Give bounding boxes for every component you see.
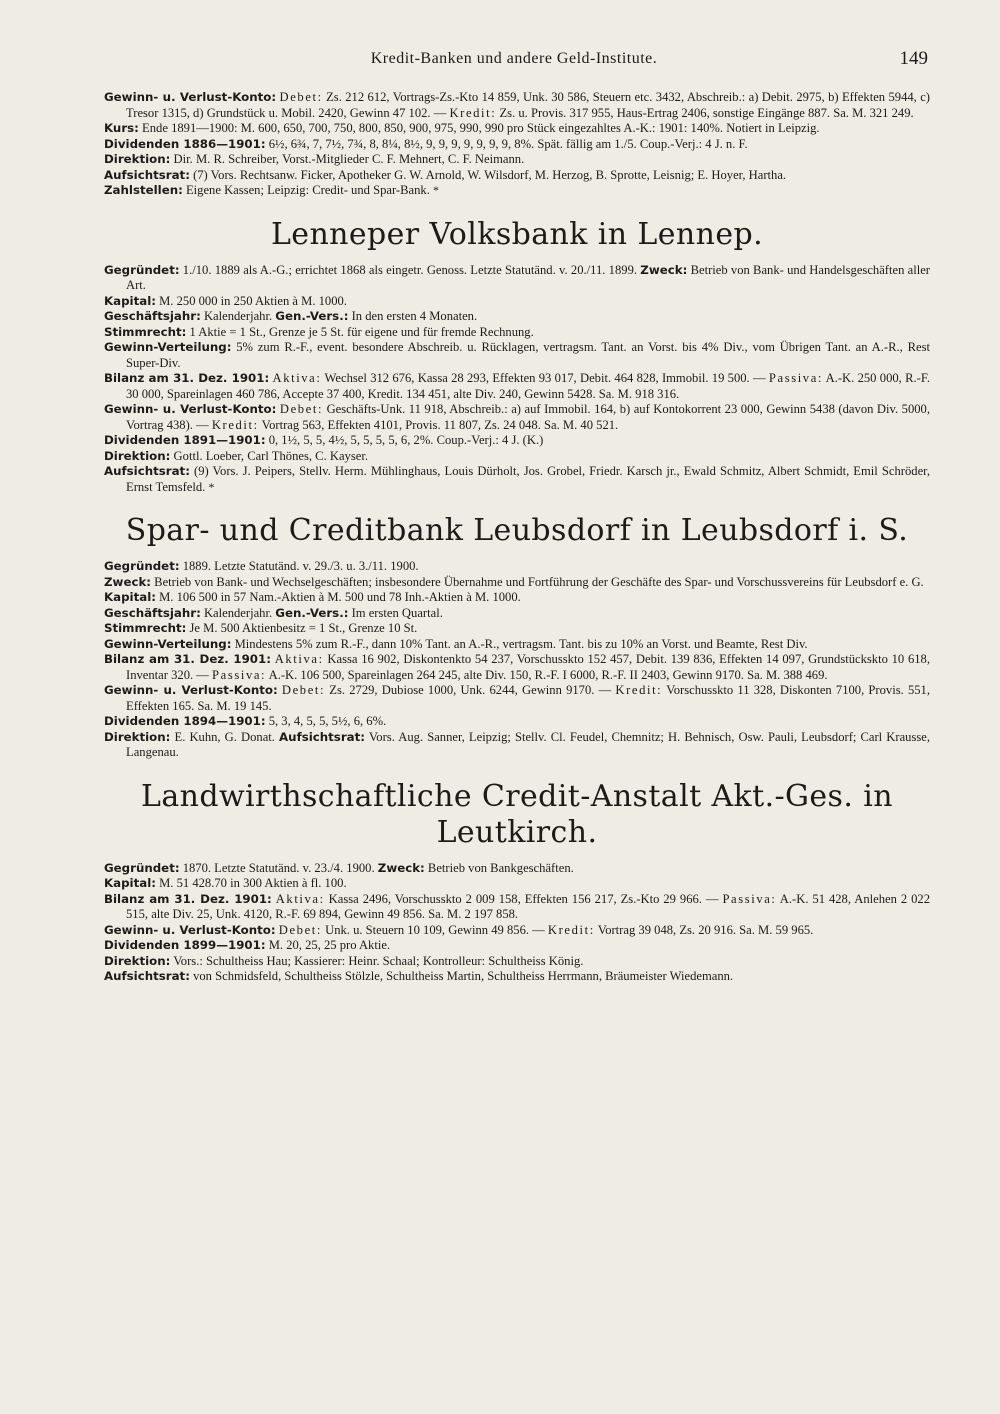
entry-text: 1870. Letzte Statutänd. v. 23./4. 1900. (179, 860, 378, 875)
entry-paragraph (104, 652, 930, 683)
field-label: Stimmrecht: (104, 621, 187, 635)
entry-paragraph (104, 730, 930, 761)
account-side-label: Debet: (281, 683, 326, 697)
entry-text: Im ersten Quartal. (348, 605, 443, 620)
field-label: Gewinn- u. Verlust-Konto: (104, 922, 276, 937)
account-side-label: Passiva: (212, 667, 267, 682)
field-label: Gegründet: (104, 860, 180, 875)
entry-text: Zs. 212 612, Vortrags-Zs.-Kto 14 859, Unk. 30 586, Steuern etc. 3432, Abschreib.: a) Debit. 2975, b) Effekten 5944, c) Tresor 1315, d) Grundstück u. Mobil. 2420, Gewinn 47 102. — (126, 90, 930, 120)
entry-paragraph (104, 402, 930, 433)
field-label: Bilanz am 31. Dez. 1901: (104, 891, 272, 906)
entry-text: Kassa 2496, Vorschusskto 2 009 158, Effekten 156 217, Zs.-Kto 29 966. — (324, 891, 723, 906)
running-head-title: Kredit-Banken und andere Geld-Institute. (370, 50, 658, 67)
entry-text: Je M. 500 Aktienbesitz = 1 St., Grenze 10 St. (186, 621, 418, 635)
account-side-label: Kredit: (615, 683, 663, 697)
entry-text: 1889. Letzte Statutänd. v. 29./3. u. 3./11. 1900. (179, 559, 419, 573)
entry-paragraph (104, 340, 930, 371)
field-label: Direktion: (104, 152, 171, 166)
page-number: 149 (899, 48, 928, 69)
entry-text: Gottl. Loeber, Carl Thönes, C. Kayser. (170, 448, 368, 463)
entry-text: M. 20, 25, 25 pro Aktie. (265, 938, 391, 952)
field-label: Dividenden 1894—1901: (104, 714, 266, 728)
entry-text: M. 250 000 in 250 Aktien à M. 1000. (155, 293, 347, 308)
entry-text: 6½, 6¾, 7, 7½, 7¾, 8, 8¼, 8½, 9, 9, 9, 9, 9, 9, 9, 8%. Spät. fällig am 1./5. Coup.-Verj.: 4 J. n. F. (265, 136, 748, 151)
entry-text: Betrieb von Bankgeschäften. (424, 860, 574, 875)
field-label: Geschäftsjahr: (104, 605, 201, 620)
entry-text: Geschäfts-Unk. 11 918, Abschreib.: a) auf Immobil. 164, b) auf Kontokorrent 23 000, Gewinn 5438 (davon Div. 5000, Vortrag 438). — (126, 402, 930, 432)
entry-paragraph (104, 892, 930, 923)
entry-paragraph (104, 637, 930, 653)
asterisk-mark: * (433, 183, 439, 197)
account-side-label: Kredit: (211, 417, 259, 432)
account-side-label: Kredit: (449, 105, 497, 120)
field-label: Direktion: (104, 953, 171, 968)
entry-paragraph (104, 137, 930, 153)
entry-text: (9) Vors. J. Peipers, Stellv. Herm. Mühlinghaus, Louis Dürholt, Jos. Grobel, Friedr. Karsch jr., Ewald Schmitz, Albert Schmidt, Emil Schröder, Ernst Temsfeld. (126, 464, 930, 494)
entry-paragraph (104, 464, 930, 495)
field-label: Zweck: (104, 574, 152, 589)
field-label: Kapital: (104, 293, 156, 308)
entry-paragraph (104, 923, 930, 939)
entry-text: Kassa 16 902, Diskontenkto 54 237, Vorschusskto 152 457, Debit. 139 836, Effekten 14 097, Grundstückskto 10 618, Inventar 320. — (126, 652, 930, 682)
field-label: Kapital: (104, 876, 156, 890)
field-label: Gegründet: (104, 559, 180, 573)
field-label: Gewinn- u. Verlust-Konto: (104, 90, 277, 104)
bank-heading: Spar- und Creditbank Leubsdorf in Leubsdorf i. S. (125, 513, 909, 548)
account-side-label: Aktiva: (274, 652, 324, 666)
entry-text: Dir. M. R. Schreiber, Vorst.-Mitglieder C. F. Mehnert, C. F. Neimann. (170, 152, 525, 166)
field-label: Gewinn- u. Verlust-Konto: (104, 683, 278, 697)
account-side-label: Debet: (279, 90, 323, 104)
entry-paragraph (104, 168, 930, 184)
entry-text: Kalenderjahr. (200, 605, 276, 620)
entry-text: Ende 1891—1900: M. 600, 650, 700, 750, 800, 850, 900, 975, 990, 990 pro Stück eingezahltes A.-K.: 1901: 140%. Notiert in Leipzig. (138, 121, 820, 135)
field-label: Gewinn-Verteilung: (104, 340, 232, 354)
account-side-label: Passiva: (768, 371, 823, 385)
entry-text: Zs. 2729, Dubiose 1000, Unk. 6244, Gewinn 9170. — (325, 683, 616, 697)
entry-paragraph (104, 152, 930, 168)
running-head (100, 50, 928, 74)
field-label: Gen.-Vers.: (275, 309, 349, 323)
field-label: Aufsichtsrat: (104, 969, 190, 983)
entry-paragraph (104, 876, 930, 892)
bank-heading: Lenneper Volksbank in Lennep. (270, 216, 764, 252)
field-label: Stimmrecht: (104, 324, 187, 339)
field-label: Gewinn-Verteilung: (104, 636, 232, 651)
account-side-label: Debet: (279, 402, 324, 416)
field-label: Gegründet: (104, 262, 180, 277)
entry-text: 5% zum R.-F., event. besondere Abschreib. u. Rücklagen, vertragsm. Tant. an Vorst. bis 4% Div., vom Übrigen Tant. an A.-R., Rest Super-Div. (126, 340, 930, 370)
account-side-label: Aktiva: (275, 891, 325, 906)
entry-paragraph (104, 714, 930, 730)
field-label: Bilanz am 31. Dez. 1901: (104, 652, 271, 666)
entry-paragraph (104, 954, 930, 970)
entry-text: (7) Vors. Rechtsanw. Ficker, Apotheker G. W. Arnold, W. Wilsdorf, M. Herzog, B. Sprotte, Leisnig; E. Hoyer, Hartha. (189, 167, 787, 182)
entry-text: A.-K. 51 428, Anlehen 2 022 515, alte Div. 25, Unk. 4120, R.-F. 69 894, Gewinn 49 856. Sa. M. 2 197 858. (126, 891, 931, 921)
field-label: Dividenden 1886—1901: (104, 136, 266, 151)
entry-paragraph (104, 621, 930, 637)
bank-heading: Landwirthschaftliche Credit-Anstalt Akt.-Ges. in Leutkirch. (141, 778, 893, 850)
field-label: Aufsichtsrat: (104, 167, 190, 182)
entry-text: Kalenderjahr. (200, 309, 276, 323)
entry-paragraph (104, 121, 930, 137)
entry-paragraph (104, 575, 930, 591)
entry-text: M. 106 500 in 57 Nam.-Aktien à M. 500 und 78 Inh.-Aktien à M. 1000. (155, 590, 521, 604)
entry-paragraph (104, 371, 930, 402)
field-label: Dividenden 1891—1901: (104, 433, 266, 447)
entry-text: Vors.: Schultheiss Hau; Kassierer: Heinr. Schaal; Kontrolleur: Schultheiss König. (170, 953, 584, 968)
entry-text: 5, 3, 4, 5, 5, 5½, 6, 6%. (265, 714, 387, 728)
field-label: Kurs: (104, 121, 139, 135)
asterisk-mark: * (208, 479, 215, 494)
text-column (104, 90, 930, 985)
field-label: Zweck: (377, 860, 425, 875)
entry-paragraph (104, 606, 930, 622)
entry-paragraph (104, 969, 930, 985)
entry-paragraph (104, 325, 930, 341)
field-label: Geschäftsjahr: (104, 309, 201, 323)
field-label: Aufsichtsrat: (104, 464, 190, 478)
entry-paragraph (104, 183, 930, 199)
entry-text: 0, 1½, 5, 5, 4½, 5, 5, 5, 5, 6, 2%. Coup.-Verj.: 4 J. (K.) (265, 433, 544, 447)
field-label: Zweck: (640, 262, 688, 277)
entry-text: Betrieb von Bank- und Handelsgeschäften aller Art. (126, 262, 931, 292)
field-label: Bilanz am 31. Dez. 1901: (104, 371, 270, 385)
entry-text: In den ersten 4 Monaten. (348, 309, 478, 323)
entry-paragraph (104, 294, 930, 310)
entry-paragraph (104, 683, 930, 714)
account-side-label: Aktiva: (272, 371, 322, 385)
entry-text: Unk. u. Steuern 10 109, Gewinn 49 856. — (321, 922, 548, 937)
entry-paragraph (104, 309, 930, 325)
entry-text: Vors. Aug. Sanner, Leipzig; Stellv. Cl. Feudel, Chemnitz; H. Behnisch, Osw. Pauli, Leubsdorf; Carl Krausse, Langenau. (126, 729, 930, 759)
account-side-label: Debet: (278, 922, 322, 937)
entry-paragraph (104, 433, 930, 449)
field-label: Dividenden 1899—1901: (104, 938, 266, 952)
field-label: Aufsichtsrat: (279, 729, 365, 744)
account-side-label: Passiva: (722, 891, 777, 906)
entry-text: Vorschusskto 11 328, Diskonten 7100, Provis. 551, Effekten 165. Sa. M. 19 145. (126, 683, 931, 713)
field-label: Gen.-Vers.: (275, 605, 349, 620)
field-label: Kapital: (104, 590, 156, 604)
entry-text: Mindestens 5% zum R.-F., dann 10% Tant. an A.-R., vertragsm. Tant. bis zu 10% an Vorst. und Beamte, Rest Div. (231, 636, 808, 651)
entry-paragraph (104, 861, 930, 877)
entry-paragraph (104, 90, 930, 121)
field-label: Direktion: (104, 448, 171, 463)
entry-text: 1./10. 1889 als A.-G.; errichtet 1868 als eingetr. Genoss. Letzte Statutänd. v. 20./11. 1899. (179, 262, 641, 277)
entry-text: Wechsel 312 676, Kassa 28 293, Effekten 93 017, Debit. 464 828, Immobil. 19 500. — (321, 371, 769, 385)
entry-text: A.-K. 250 000, R.-F. 30 000, Spareinlagen 460 786, Accepte 37 400, Kredit. 134 451, alte Div. 240, Gewinn 5428. Sa. M. 918 316. (126, 371, 930, 401)
entry-paragraph (104, 559, 930, 575)
entry-paragraph (104, 590, 930, 606)
entry-text: Eigene Kassen; Leipzig: Credit- und Spar-Bank. (182, 183, 433, 197)
entry-text: Vortrag 39 048, Zs. 20 916. Sa. M. 59 965. (594, 922, 814, 937)
entry-text: Betrieb von Bank- und Wechselgeschäften; insbesondere Übernahme und Fortführung der Geschäfte des Spar- und Vorschussvereins für Leubsdorf e. G. (151, 574, 924, 589)
entry-text: von Schmidsfeld, Schultheiss Stölzle, Schultheiss Martin, Schultheiss Herrmann, Bräumeister Wiedemann. (189, 969, 734, 983)
field-label: Direktion: (104, 729, 171, 744)
entry-paragraph (104, 449, 930, 465)
entry-text: E. Kuhn, G. Donat. (170, 729, 280, 744)
entry-text: Zs. u. Provis. 317 955, Haus-Ertrag 2406, sonstige Eingänge 887. Sa. M. 321 249. (496, 105, 914, 120)
entry-paragraph (104, 938, 930, 954)
entry-text: M. 51 428.70 in 300 Aktien à fl. 100. (155, 876, 347, 890)
entry-text: A.-K. 106 500, Spareinlagen 264 245, alte Div. 150, R.-F. I 6000, R.-F. II 2403, Gewinn 9170. Sa. M. 388 469. (266, 667, 828, 682)
account-side-label: Kredit: (547, 922, 595, 937)
entry-text: Vortrag 563, Effekten 4101, Provis. 11 807, Zs. 24 048. Sa. M. 40 521. (258, 417, 619, 432)
entry-paragraph (104, 263, 930, 294)
entry-text: 1 Aktie = 1 St., Grenze je 5 St. für eigene und für fremde Rechnung. (186, 324, 534, 339)
field-label: Zahlstellen: (104, 183, 183, 197)
field-label: Gewinn- u. Verlust-Konto: (104, 402, 277, 416)
